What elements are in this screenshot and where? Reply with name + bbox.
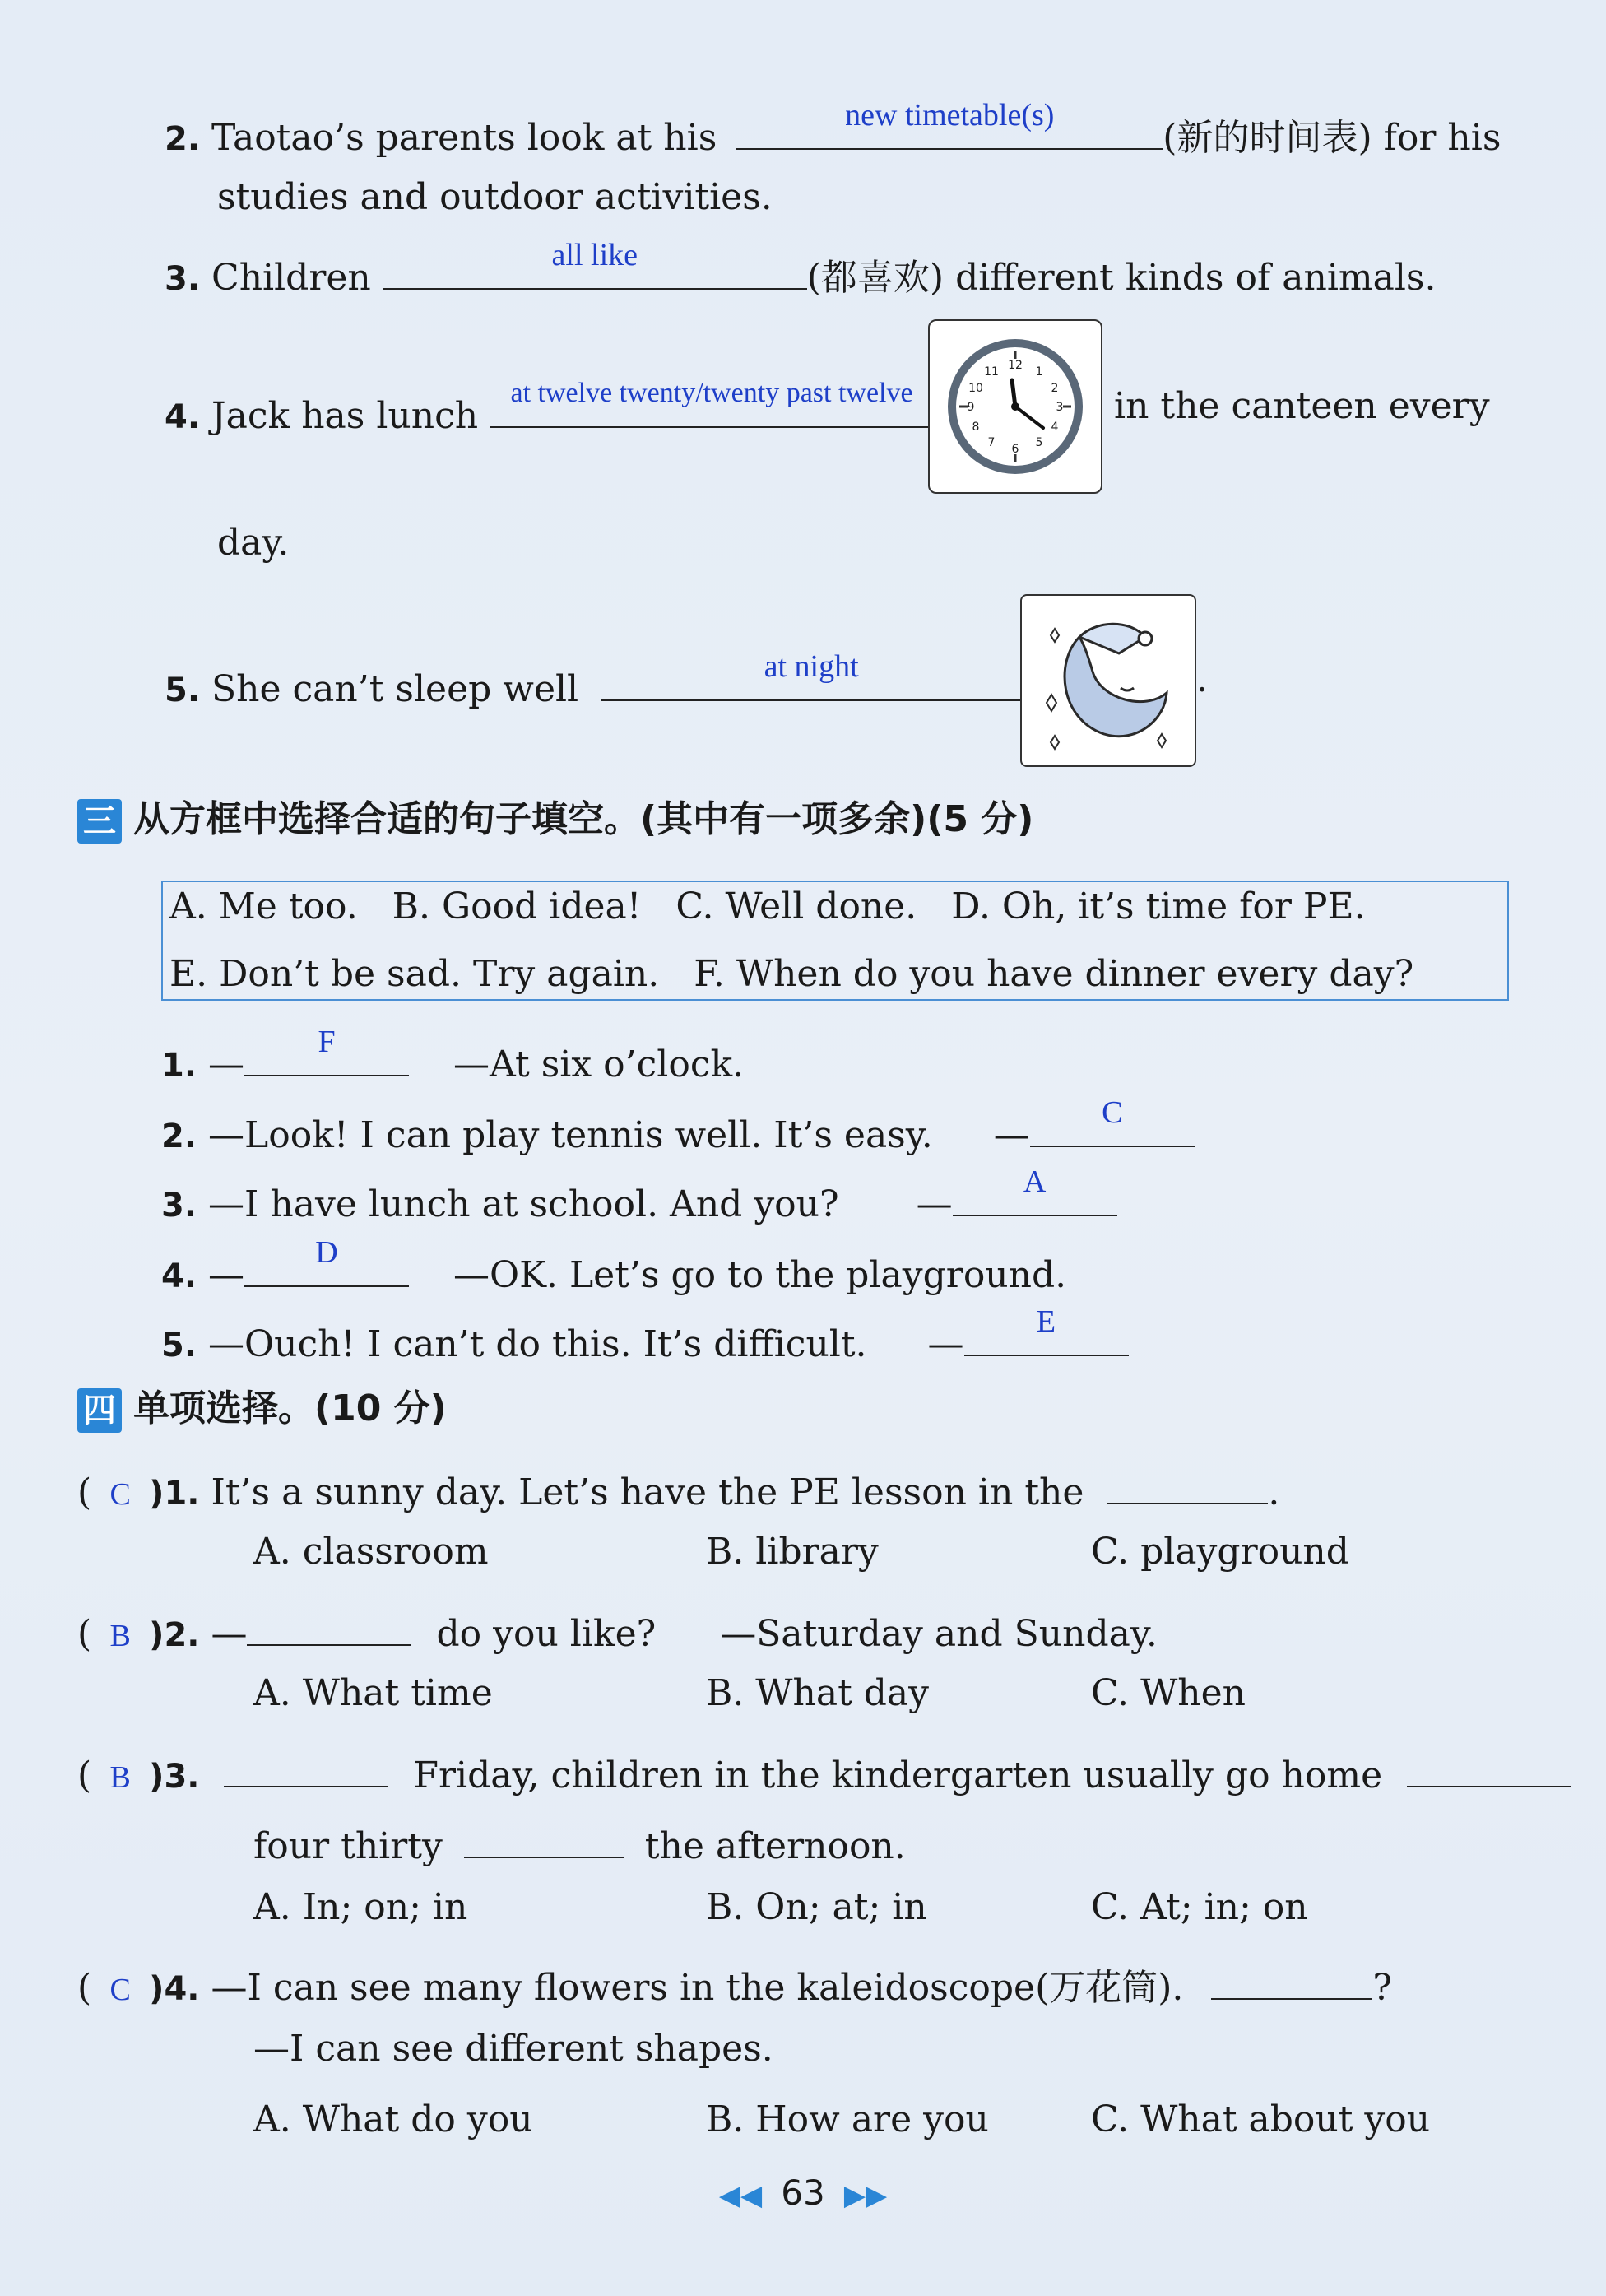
answer-blank[interactable] [736,98,1163,150]
question-number: 1. [161,1047,197,1085]
svg-text:7: 7 [987,436,996,449]
answer-blank[interactable] [244,1025,409,1076]
option-c[interactable]: C. When [1091,1672,1246,1714]
dash: — [208,1254,245,1296]
sleeping-moon-image [1020,594,1196,767]
clock-image [928,319,1102,494]
handwritten-answer: B [109,1619,131,1653]
handwritten-answer: E [1036,1304,1056,1339]
previous-page-icon[interactable]: ◀◀ [718,2179,763,2212]
response-text: —I can see different shapes. [253,2028,773,2070]
option-c[interactable]: C. At; in; on [1091,1886,1308,1928]
answer-blank[interactable] [224,1743,388,1787]
question-text: Taotao’s parents look at his [211,117,717,159]
next-page-icon[interactable]: ▶▶ [843,2179,888,2212]
answer-blank[interactable] [1107,1460,1268,1504]
dash: — [927,1323,964,1365]
option-a[interactable]: A. What do you [253,2098,533,2140]
moon-icon [1022,596,1191,762]
question-text: —I can see many flowers in the kaleidoscope(万花筒). [211,1967,1184,2009]
option-a[interactable]: A. In; on; in [253,1886,468,1928]
question-text: Friday, children in the kindergarten usually go home [413,1755,1383,1796]
handwritten-answer: B [109,1760,131,1795]
svg-text:10: 10 [968,382,983,395]
option-b[interactable]: B. How are you [706,2098,989,2140]
svg-text:2: 2 [1051,382,1059,395]
question-text: the afternoon. [644,1825,906,1867]
question-number: 5. [161,1327,197,1364]
question-number: 2. [161,1118,197,1155]
svg-text:8: 8 [972,421,980,434]
handwritten-answer: at twelve twenty/twenty past twelve [510,378,913,408]
s3-item-2 [161,1095,1195,1160]
svg-text:11: 11 [984,365,999,379]
response-text: —Saturday and Sunday. [720,1613,1158,1655]
option-b[interactable]: B. library [706,1531,879,1573]
svg-text:1: 1 [1035,365,1043,379]
prompt-text: —I have lunch at school. And you? [208,1183,839,1225]
dash: — [208,1043,245,1085]
handwritten-answer: all like [551,238,638,272]
section-title: 从方框中选择合适的句子填空。(其中有一项多余)(5 分) [133,798,1034,840]
section-3-header [77,797,1033,844]
question-text-continued: in the canteen every [1114,385,1490,427]
s3-item-1 [161,1025,745,1089]
question-text: four thirty [253,1825,443,1867]
handwritten-answer: C [109,1477,131,1512]
question-text: It’s a sunny day. Let’s have the PE lesson in the [211,1471,1084,1513]
handwritten-answer: new timetable(s) [845,98,1055,132]
question-2 [165,98,1502,162]
answer-blank[interactable] [953,1164,1117,1216]
option-a[interactable]: A. What time [253,1672,493,1714]
s3-item-3 [161,1164,1117,1229]
handwritten-answer: C [109,1973,131,2007]
question-5 [165,649,1021,713]
response-text: —At six o’clock. [453,1043,745,1085]
handwritten-answer: D [315,1235,338,1270]
answer-blank[interactable] [464,1814,624,1858]
answer-blank[interactable] [490,378,934,428]
question-4 [165,378,934,440]
handwritten-answer: at night [764,649,859,684]
dash: — [211,1613,248,1655]
question-text: (都喜欢) different kinds of animals. [806,257,1437,299]
response-text: —OK. Let’s go to the playground. [453,1254,1067,1296]
dash: — [916,1183,953,1225]
handwritten-answer: A [1023,1164,1047,1199]
question-number: 3. [161,1187,197,1225]
option-a[interactable]: A. classroom [253,1531,489,1573]
svg-text:5: 5 [1035,436,1043,449]
svg-text:4: 4 [1051,421,1059,434]
answer-blank[interactable] [964,1304,1129,1356]
punctuation: . [1268,1471,1280,1513]
question-number: 4. [165,398,201,436]
svg-text:3: 3 [1056,401,1064,414]
svg-text:6: 6 [1011,443,1019,456]
question-number: )2. [149,1616,200,1654]
question-3 [165,238,1437,302]
question-number: 3. [165,260,201,298]
section-badge: 四 [77,1388,122,1433]
question-text-continued: studies and outdoor activities. [217,176,773,218]
answer-blank[interactable] [383,238,807,290]
dash: — [993,1114,1030,1156]
handwritten-answer: C [1102,1095,1123,1130]
answer-blank[interactable] [1407,1743,1571,1787]
question-text: Jack has lunch [211,395,479,437]
section-title: 单项选择。(10 分) [133,1387,447,1429]
options-line-2: E. Don’t be sad. Try again. F. When do you have dinner every day? [169,953,1414,995]
prompt-text: —Look! I can play tennis well. It’s easy. [208,1114,933,1156]
mc-question-2: ( B )2. — do you like? —Saturday and Sunday. [77,1601,1158,1659]
question-text-continued: . [1196,658,1208,700]
mc-question-1: ( C )1. It’s a sunny day. Let’s have the PE lesson in the . [77,1460,1279,1517]
handwritten-answer: F [318,1025,336,1059]
s3-item-4 [161,1235,1067,1299]
answer-blank[interactable] [601,649,1021,701]
option-b[interactable]: B. On; at; in [706,1886,927,1928]
question-number: )4. [149,1970,200,2008]
mc-question-3-line2 [253,1814,906,1870]
question-number: )3. [149,1758,200,1796]
answer-blank[interactable] [247,1601,411,1646]
mc-question-4: ( C )4. —I can see many flowers in the kaleidoscope(万花筒). ? [77,1955,1392,2013]
option-c[interactable]: C. playground [1091,1531,1349,1573]
question-number: 2. [165,120,201,158]
option-c[interactable]: C. What about you [1091,2098,1431,2140]
option-b[interactable]: B. What day [706,1672,930,1714]
prompt-text: —Ouch! I can’t do this. It’s difficult. [208,1323,867,1365]
question-number: )1. [149,1475,200,1513]
clock-icon [930,321,1101,492]
question-text: (新的时间表) for his [1163,117,1502,159]
section-4-header [77,1386,447,1433]
svg-text:12: 12 [1008,359,1023,372]
s3-item-5 [161,1304,1129,1369]
question-text-continued: day. [217,522,290,564]
page-footer [0,2173,1606,2213]
question-number: 4. [161,1257,197,1295]
punctuation: ? [1372,1967,1392,2009]
mc-question-3: ( B )3. Friday, children in the kindergarten usually go home [77,1743,1571,1801]
section-badge: 三 [77,799,122,844]
answer-blank[interactable] [1030,1095,1195,1147]
question-number: 5. [165,672,201,709]
question-text: do you like? [436,1613,657,1655]
answer-blank[interactable] [1211,1955,1372,2000]
question-text: She can’t sleep well [211,668,579,710]
answer-blank[interactable] [244,1235,409,1287]
options-line-1: A. Me too. B. Good idea! C. Well done. D. Oh, it’s time for PE. [169,885,1366,927]
page-number: 63 [781,2173,825,2213]
question-text: Children [211,257,371,299]
svg-text:9: 9 [967,401,975,414]
